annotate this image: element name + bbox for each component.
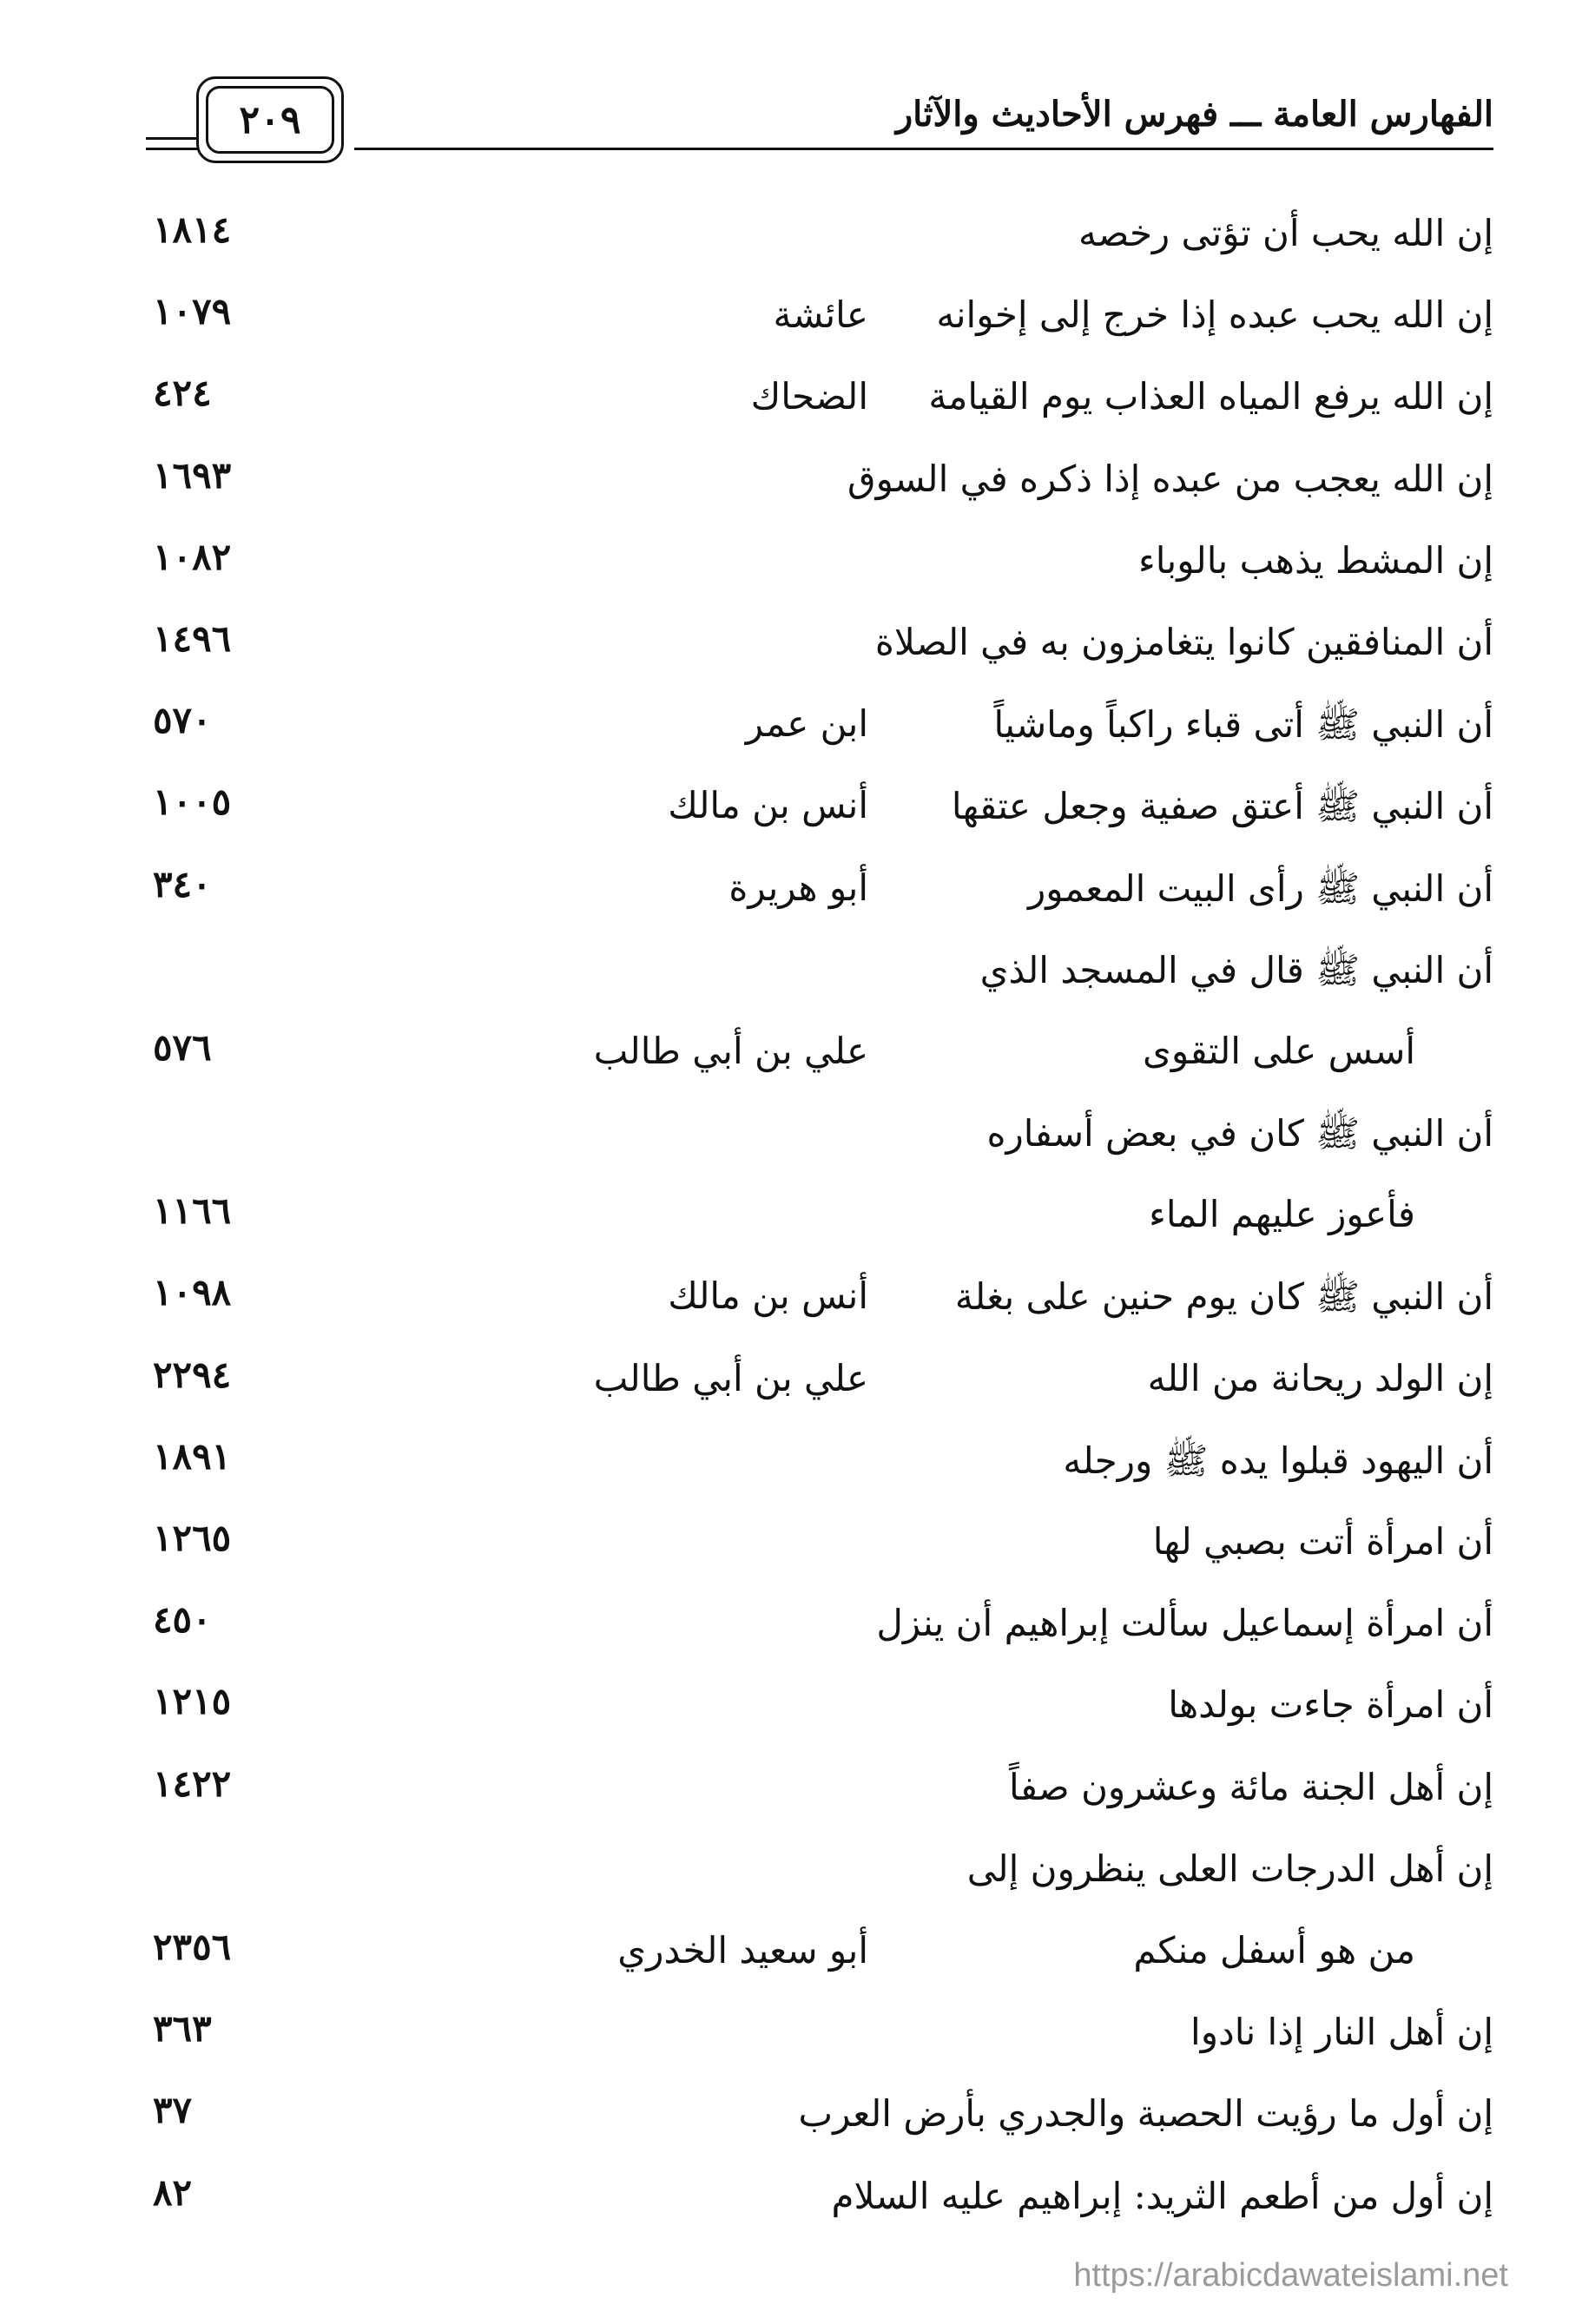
index-list: [146, 200, 1493, 2244]
hadith-text: إن الله يرفع المياه العذاب يوم القيامة: [928, 375, 1493, 418]
hadith-text: فأعوز عليهم الماء: [1149, 1193, 1415, 1236]
header-title: الفهارس العامة ـــ فهرس الأحاديث والآثار: [895, 94, 1493, 135]
index-row: [146, 1671, 1493, 1753]
index-row: [146, 1262, 1493, 1344]
hadith-text: إن أول من أطعم الثريد: إبراهيم عليه السلام: [831, 2174, 1493, 2217]
hadith-number: ٥٧٠: [153, 699, 212, 742]
index-row: [146, 1998, 1493, 2080]
index-row: [146, 690, 1493, 772]
hadith-number: ٢٣٥٦: [153, 1925, 232, 1968]
hadith-text: إن الله يعجب من عبده إذا ذكره في السوق: [847, 457, 1493, 500]
hadith-text: إن المشط يذهب بالوباء: [1138, 538, 1493, 582]
hadith-text: إن أهل الجنة مائة وعشرون صفاً: [1009, 1765, 1493, 1808]
hadith-number: ١٠٠٥: [153, 780, 232, 824]
hadith-number: ١٨٩١: [153, 1434, 232, 1478]
narrator: ابن عمر: [745, 702, 868, 746]
hadith-number: ٢٢٩٤: [153, 1353, 232, 1396]
hadith-number: ٣٦٣: [153, 2007, 212, 2051]
hadith-text: أسس على التقوى: [1142, 1029, 1415, 1072]
hadith-number: ١٤٩٦: [153, 616, 232, 660]
hadith-text: أن النبي ﷺ قال في المسجد الذي: [979, 948, 1493, 991]
index-row: [146, 1426, 1493, 1508]
hadith-text: أن المنافقين كانوا يتغامزون به في الصلاة: [874, 620, 1493, 663]
index-row: [146, 281, 1493, 363]
hadith-text: أن النبي ﷺ كان يوم حنين على بغلة: [954, 1275, 1493, 1319]
index-row: [146, 1181, 1493, 1262]
hadith-text: أن النبي ﷺ أتى قباء راكباً وماشياً: [993, 703, 1493, 747]
index-row: [146, 200, 1493, 281]
page-number-frame: [196, 76, 344, 163]
hadith-number: ١١٦٦: [153, 1189, 232, 1233]
hadith-text: أن النبي ﷺ أعتق صفية وجعل عتقها: [951, 785, 1493, 828]
narrator: عائشة: [773, 293, 868, 337]
index-row: [146, 1917, 1493, 1998]
hadith-number: ١٤٢٢: [153, 1761, 232, 1805]
hadith-text: أن اليهود قبلوا يده ﷺ ورجله: [1063, 1439, 1493, 1482]
index-row: [146, 854, 1493, 936]
hadith-number: ١٠٨٢: [153, 535, 232, 578]
index-row: [146, 936, 1493, 1017]
narrator: أنس بن مالك: [668, 1274, 868, 1318]
index-row: [146, 1590, 1493, 1671]
hadith-number: ٣٤٠: [153, 862, 212, 905]
index-row: [146, 2163, 1493, 2244]
hadith-number: ٣٧: [153, 2089, 193, 2132]
hadith-number: ٥٧٦: [153, 1025, 212, 1069]
hadith-number: ٨٢: [153, 2170, 193, 2214]
hadith-number: ١٠٧٩: [153, 290, 232, 333]
narrator: علي بن أبي طالب: [593, 1029, 868, 1072]
index-row: [146, 772, 1493, 853]
hadith-number: ١٢٦٥: [153, 1517, 232, 1559]
hadith-text: أن امرأة جاءت بولدها: [1168, 1683, 1493, 1727]
index-row: [146, 1099, 1493, 1181]
index-row: [146, 1508, 1493, 1590]
hadith-text: أن النبي ﷺ رأى البيت المعمور: [1028, 866, 1493, 910]
hadith-text: إن الله يحب أن تؤتى رخصه: [1078, 212, 1493, 254]
hadith-text: إن الله يحب عبده إذا خرج إلى إخوانه: [936, 293, 1493, 337]
page-header: [146, 76, 1493, 155]
hadith-number: ١٢١٥: [153, 1680, 232, 1723]
index-row: [146, 1017, 1493, 1099]
hadith-number: ١٠٩٨: [153, 1271, 232, 1314]
hadith-text: أن النبي ﷺ كان في بعض أسفاره: [986, 1112, 1493, 1155]
narrator: علي بن أبي طالب: [593, 1356, 868, 1399]
index-row: [146, 1345, 1493, 1426]
hadith-text: إن أهل النار إذا نادوا: [1190, 2011, 1493, 2054]
narrator: أبو هريرة: [728, 866, 868, 909]
index-row: [146, 2080, 1493, 2162]
hadith-text: من هو أسفل منكم: [1133, 1928, 1415, 1972]
hadith-number: ٤٥٠: [153, 1598, 212, 1642]
hadith-text: أن امرأة إسماعيل سألت إبراهيم أن ينزل: [876, 1602, 1493, 1645]
narrator: أبو سعيد الخدري: [617, 1928, 868, 1972]
watermark: https://arabicdawateislami.net: [1073, 2257, 1508, 2294]
page-number: ٢٠٩: [206, 86, 334, 154]
hadith-number: ١٨١٤: [153, 208, 232, 251]
hadith-text: أن امرأة أتت بصبي لها: [1152, 1520, 1493, 1563]
header-rule: [354, 148, 1493, 150]
narrator: الضحاك: [750, 375, 868, 418]
index-row: [146, 527, 1493, 609]
narrator: أنس بن مالك: [668, 784, 868, 827]
index-row: [146, 363, 1493, 444]
hadith-number: ٤٢٤: [153, 372, 212, 415]
hadith-text: إن الولد ريحانة من الله: [1147, 1356, 1493, 1399]
index-row: [146, 609, 1493, 690]
hadith-text: إن أهل الدرجات العلى ينظرون إلى: [966, 1847, 1493, 1890]
index-row: [146, 1754, 1493, 1835]
index-row: [146, 1835, 1493, 1917]
index-row: [146, 445, 1493, 527]
hadith-text: إن أول ما رؤيت الحصبة والجدري بأرض العرب: [798, 2092, 1493, 2136]
hadith-number: ١٦٩٣: [153, 453, 232, 497]
